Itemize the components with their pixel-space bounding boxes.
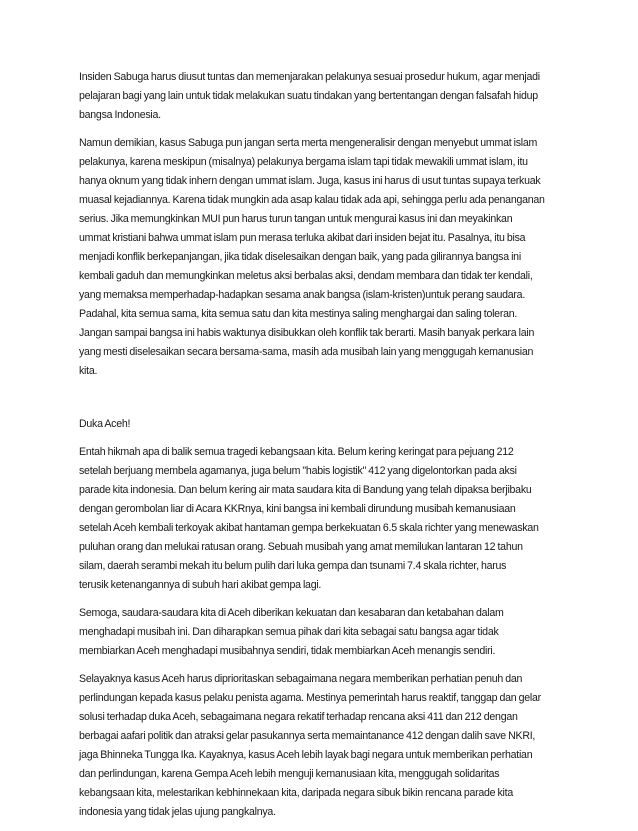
text-line: jaga Bhinneka Tungga Ika. Kayaknya, kasus Aceh lebih layak bagi negara untuk memberikan perhatian [79,749,533,761]
text-line: Jangan sampai bangsa ini habis waktunya disibukkan oleh konflik tak berarti. Masih banyak perkara lain [79,327,535,339]
text-line: terusik ketenangannya di subuh hari akibat gempa lagi. [79,579,322,591]
text-line: parade kita indonesia. Dan belum kering air mata saudara kita di Bandung yang telah dipaksa berjibaku [79,484,532,496]
paragraph-entah-hikmah [79,443,579,595]
paragraph-selayaknya [79,670,579,822]
text-line: setelah berjuang membela agamanya, juga belum "habis logistik" 412 yang digelontorkan pada aksi [79,465,517,477]
text-line: Namun demikian, kasus Sabuga pun jangan serta merta mengeneralisir dengan menyebut ummat islam [79,137,538,149]
text-line: muasal kejadiannya. Karena tidak mungkin ada asap kalau tidak ada api, sehingga perlu ada penanganan [79,194,545,206]
paragraph-semoga [79,604,579,661]
text-line: membiarkan Aceh menghadapi musibahnya sendiri, tidak membiarkan Aceh menangis sendiri. [79,645,496,657]
text-line: kita. [79,365,98,377]
text-line: Selayaknya kasus Aceh harus diprioritaskan sebagaimana negara memberikan perhatian penuh dan [79,673,523,685]
text-line: ummat kristiani bahwa ummat islam pun merasa terluka akibat dari insiden bejat itu. Pasalnya, itu bisa [79,232,526,244]
text-line: pelajaran bagi yang lain untuk tidak melakukan suatu tindakan yang bertentangan dengan falsafah hidup [79,90,538,102]
text-line: dan perlindungan, karena Gempa Aceh lebih menguji kemanusiaan kita, menggugah solidaritas [79,768,500,780]
text-line: setelah Aceh kembali terkoyak akibat hantaman gempa berkekuatan 6.5 skala richter yang menewaskan [79,522,539,534]
section-heading: Duka Aceh! [79,418,131,430]
text-line: perlindungan kepada kasus pelaku penista agama. Mestinya pemerintah harus reaktif, tanggap dan gelar [79,692,541,704]
text-line: indonesia yang tidak jelas ujung pangkalnya. [79,806,276,818]
paragraph-insiden-sabuga [79,68,579,125]
document-body [79,68,579,831]
text-line: yang mesti diselesaikan secara bersama-sama, masih ada musibah lain yang menggugah kemanusian [79,346,534,358]
text-line: menjadi konflik berkepanjangan, jika tidak diselesaikan dengan baik, yang pada gilirannya bangsa ini [79,251,521,263]
text-line: pelakunya, karena meskipun (misalnya) pelakunya bergama islam tapi tidak mewakili ummat islam, itu [79,156,528,168]
text-line: serius. Jika memungkinkan MUI pun harus turun tangan untuk mengurai kasus ini dan meyakinkan [79,213,513,225]
text-line: Insiden Sabuga harus diusut tuntas dan memenjarakan pelakunya sesuai prosedur hukum, agar menjadi [79,71,540,83]
text-line: solusi terhadap duka Aceh, sebagaimana negara rekatif terhadap rencana aksi 411 dan 212 dengan [79,711,518,723]
text-line: kebangsaan kita, melestarikan kebhinnekaan kita, daripada negara sibuk bikin rencana parade kita [79,787,513,799]
text-line: bangsa Indonesia. [79,109,161,121]
text-line: puluhan orang dan melukai ratusan orang. Sebuah musibah yang amat memilukan lantaran 12 tahun [79,541,523,553]
text-line: menghadapi musibah ini. Dan diharapkan semua pihak dari kita sebagai satu bangsa agar tidak [79,626,499,638]
text-line: hanya oknum yang tidak inhern dengan ummat islam. Juga, kasus ini harus di usut tuntas supaya terkuak [79,175,541,187]
text-line: yang memaksa memperhadap-hadapkan sesama anak bangsa (islam-kristen)untuk perang saudara. [79,289,526,301]
text-line: berbagai aafari politik dan atraksi gelar pasukannya serta memaintanance 412 dengan dalih save NKRI, [79,730,536,742]
text-line: dengan gerombolan liar di Acara KKRnya, kini bangsa ini kembali dirundung musibah kemanusiaan [79,503,516,515]
text-line: silam, daerah serambi mekah itu belum pulih dari luka gempa dan tsunami 7.4 skala richter, harus [79,560,507,572]
text-line: Semoga, saudara-saudara kita di Aceh diberikan kekuatan dan kesabaran dan ketabahan dalam [79,607,504,619]
text-line: Padahal, kita semua sama, kita semua satu dan kita mestinya saling menghargai dan saling toleran. [79,308,518,320]
paragraph-namun-demikian [79,134,579,381]
text-line: Entah hikmah apa di balik semua tragedi kebangsaan kita. Belum kering keringat para pejuang 212 [79,446,514,458]
text-line: kembali gaduh dan memungkinkan meletus aksi berbalas aksi, dendam membara dan tidak ter kendali, [79,270,533,282]
